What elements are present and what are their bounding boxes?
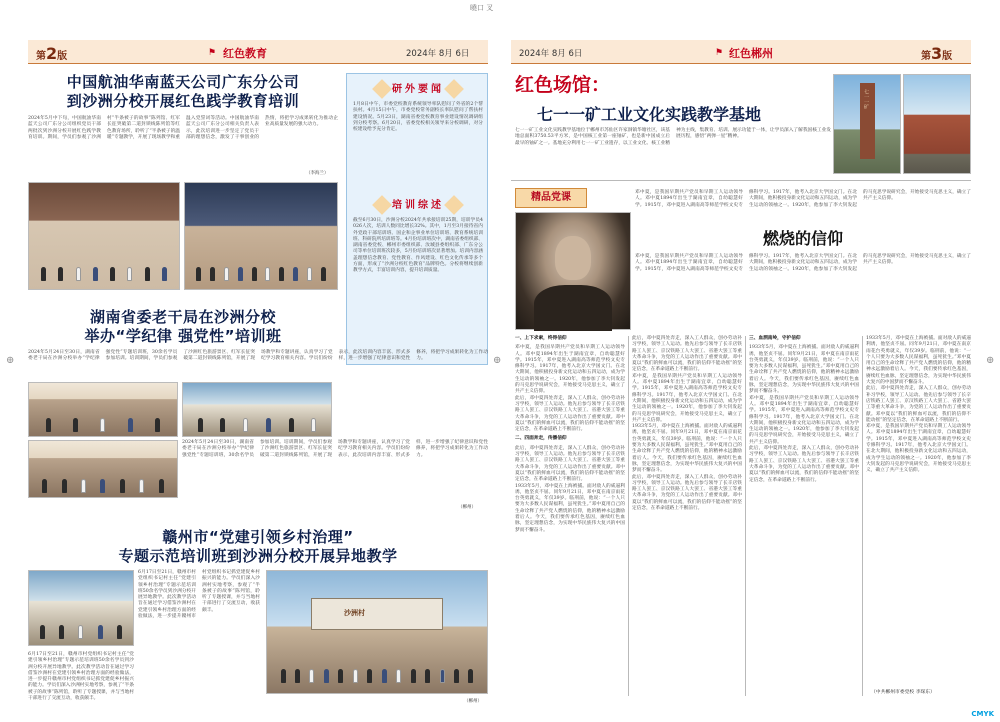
column-divider — [745, 336, 746, 696]
article-body-continued: 2024年5月24日至30日，湖南省委老干局在沙洲分校举办“学纪律 强党性”专题培训班，30余名学员参加培训。培训期间，学员们参观了沙洲红色旅游景区、红军长征突破第二道封锁线陈列馆，开展了现场教学和专题讲座，认真学习了党纪学习教育相关内容。学员们纷纷表示，此次培训内容丰富、形式多样，进一步增强了纪律意识和党性修养，将把学习成果转化为工作动力。 — [182, 440, 488, 458]
photo-lecture — [28, 382, 178, 437]
gate-sign: 沙洲村 — [344, 607, 365, 617]
article-body: 2024年5月24日至30日，湖南省委老干局在沙洲分校举办“学纪律 强党性”专题培训班，30余名学员参加培训。培训期间，学员们参观了沙洲红色旅游景区、红军长征突破第二道封锁线陈列馆，开展了现场教学和专题讲座，认真学习了党纪学习教育相关内容。学员们纷纷表示，此次培训内容丰富、形式多样，进一步增强了纪律意识和党性修养，将把学习成果转化为工作动力。 — [28, 350, 488, 362]
article-title: 中国航油华南蓝天公司广东分公司 到沙洲分校开展红色践学教育培训 — [66, 73, 300, 110]
article-author: （郴州） — [458, 505, 476, 510]
registration-mark-icon: ⊕ — [6, 355, 15, 366]
article-author: （郴州） — [464, 699, 482, 704]
page-header-left — [28, 40, 488, 64]
column-badge: 精品党课 — [515, 188, 587, 208]
column-title: 燃烧的信仰 — [763, 229, 844, 248]
page-left — [28, 40, 488, 716]
gate-structure — [311, 598, 443, 630]
photo-people — [276, 654, 478, 683]
article-body: 2024年5月中下旬，中国航油华南蓝天公司广东分公司组织党员干部两批次到沙洲分校开展红色践学教育培训。期间，学员们参观了沙洲村“半条被子的故事”陈列馆、红军长征突破第二道封锁线陈列馆等红色教育场所，聆听了“半条被子的温暖”专题教学，开展了现场教学和重温入党誓词等活动。中国航油华南蓝天公司广东分公司相关负责人表示，此次培训进一步坚定了党员干部的理想信念，激发了干事创业的热情，将把学习成果转化为推动企业高质量发展的强大动力。 — [28, 116, 338, 140]
flag-icon: ⚑ — [715, 48, 724, 58]
column-body-col3: 三、血洒南岭，守护信仰 1933年5月，邓中夏在上海被捕。面对敌人的威逼利诱，他坚贞不屈。同年9月21日，邓中夏在南京雨花台英勇就义，年仅39岁。临刑前，他说：“一个人只要为大多数人民谋福利，虽死犹生。”邓中夏用自己的生命诠释了共产党人燃烧的信仰，他的精神永远激励着后人。今天，我们要传承红色基因，赓续红色血脉，坚定理想信念，为实现中华民族伟大复兴的中国梦而不懈奋斗。 邓中夏，是我国早期共产党员和早期工人运动领导人。邓中夏1894年出生于湖南宜章，自幼聪慧好学。1915年，邓中夏进入湖南高等师范学校文史专修科学习。1917年，他考入北京大学国文门。在北大期间，他积极投身新文化运动和五四运动，成为学生运动的领袖之一。1920年，他参加了李大钊发起的马克思学说研究会，开始接受马克思主义，确立了共产主义信仰。 此后，邓中夏四处奔走，深入工人群众，创办劳动补习学校，领导工人运动。他先后参与领导了长辛店铁路工人罢工、京汉铁路工人大罢工、省港大罢工等重大革命斗争，为党的工人运动作出了重要贡献。邓中夏以“我们的鲜血可以流，我们的信仰不能动摇”的坚定信念，在革命道路上不断前行。 — [749, 336, 859, 483]
issue-date: 2024年 8月 6日 — [406, 49, 470, 59]
feature-kicker: 红色场馆： — [515, 74, 611, 96]
flag-icon: ⚑ — [208, 48, 217, 58]
column-divider — [862, 336, 863, 696]
photo-group-hall — [184, 182, 338, 290]
portrait-face — [555, 236, 591, 280]
sidebar-title: 研外要闻 — [347, 80, 489, 96]
photo-exhibition-visit — [28, 182, 180, 290]
page-number: 第3版 — [921, 44, 953, 63]
sidebar-title: 培训综述 — [347, 196, 489, 212]
photo-classroom — [28, 440, 178, 498]
column-divider — [628, 336, 629, 696]
photo-people — [35, 480, 171, 492]
photo-people — [191, 257, 331, 280]
section-name: 红色郴州 — [729, 47, 773, 60]
column-author: （中共郴州市委党校 李琛东） — [871, 690, 935, 695]
feature-body: 七一一矿工业文化实践教学基地位于郴州市苏仙区许家洞镇华塘社区，该基地总面积3750.53平方米，是中国核工业第一座铀矿，也是新中国成立后最早的铀矿之一。基地充分利用七一一矿工业遗存，以工业文化、核工业精神为主线，集教育、培训、展示功能于一体，让学员深入了解我国核工业发展历程，感悟“两弹一星”精神。 — [515, 128, 831, 146]
photo-group-shazhou-gate — [266, 570, 488, 694]
column-body-top: 邓中夏，是我国早期共产党员和早期工人运动领导人。邓中夏1894年出生于湖南宜章，自幼聪慧好学。1915年，邓中夏进入湖南高等师范学校文史专修科学习。1917年，他考入北京大学国文门。在北大期间，他积极投身新文化运动和五四运动，成为学生运动的领袖之一。1920年，他参加了李大钊发起的马克思学说研究会，开始接受马克思主义，确立了共产主义信仰。 — [635, 254, 971, 272]
article-title: 赣州市“党建引领乡村治理” 专题示范培训班到沙洲分校开展异地教学 — [118, 528, 398, 565]
page-header-right — [511, 40, 971, 64]
photo-building — [903, 74, 971, 174]
page-right — [511, 40, 971, 716]
news-sidebar — [346, 73, 488, 365]
cmyk-mark: CMYK — [971, 710, 994, 718]
photo-people — [35, 257, 173, 280]
photo-people — [33, 623, 129, 639]
divider — [511, 180, 971, 181]
column-body-col4: 1933年5月，邓中夏在上海被捕。面对敌人的威逼利诱，他坚贞不屈。同年9月21日，邓中夏在南京雨花台英勇就义，年仅39岁。临刑前，他说：“一个人只要为大多数人民谋福利，虽死犹生。”邓中夏用自己的生命诠释了共产党人燃烧的信仰，他的精神永远激励着后人。今天，我们要传承红色基因，赓续红色血脉，坚定理想信念，为实现中华民族伟大复兴的中国梦而不懈奋斗。 此后，邓中夏四处奔走，深入工人群众，创办劳动补习学校，领导工人运动。他先后参与领导了长辛店铁路工人罢工、京汉铁路工人大罢工、省港大罢工等重大革命斗争，为党的工人运动作出了重要贡献。邓中夏以“我们的鲜血可以流，我们的信仰不能动摇”的坚定信念，在革命道路上不断前行。 邓中夏，是我国早期共产党员和早期工人运动领导人。邓中夏1894年出生于湖南宜章，自幼聪慧好学。1915年，邓中夏进入湖南高等师范学校文史专修科学习。1917年，他考入北京大学国文门。在北大期间，他积极投身新文化运动和五四运动，成为学生运动的领袖之一。1920年，他参加了李大钊发起的马克思学说研究会，开始接受马克思主义，确立了共产主义信仰。 — [866, 336, 971, 474]
photo-people — [189, 420, 325, 432]
column-intro: 邓中夏，是我国早期共产党员和早期工人运动领导人。邓中夏1894年出生于湖南宜章，自幼聪慧好学。1915年，邓中夏进入湖南高等师范学校文史专修科学习。1917年，他考入北京大学国文门。在北大期间，他积极投身新文化运动和五四运动，成为学生运动的领袖之一。1920年，他参加了李大钊发起的马克思学说研究会，开始接受马克思主义，确立了共产主义信仰。 — [635, 190, 971, 208]
article-author: （李海兰） — [306, 171, 329, 176]
sidebar-body: 1月8日中午，市委党校教育系统领导率队慰问了外省的2个帮扶村。4月15日中午，市委党校常务副校长率队慰问了帮扶村建设情况。5月23日，湖南省委党校教育事业建设情况调研组到分校考察。6月20日，省委党校相关领导来分校调研，对分校建设给予充分肯定。 — [353, 102, 483, 133]
section-name: 红色教育 — [223, 47, 267, 60]
article-title: 湖南省委老干局在沙洲分校 举办“学纪律 强党性”培训班 — [84, 308, 282, 345]
sidebar-body: 截至6月30日，沙洲分校2024年共承接培训25期，培训学员4026人次，培训人数同比增长32%。其中，1月至3月接待省内外党政干部培训班、国企和企事业单位培训班、教育系统培训班、科研院所培训班等。4月份培训班次中，湖南省委组织部、湖南省委党校、郴州市委组织部、汝城县委组织部、广东分公司等单位培训班次较多，5月份培训班次显著增加。培训内容涵盖理想信念教育、党性教育、作风建设、红色文化传承等多个方面，形成了“沙洲分校红色教育”品牌特色。分校将继续创新教学方式，丰富培训内容，提升培训质量。 — [353, 218, 483, 274]
photo-monument — [833, 74, 901, 174]
printer-marks: 曉口 叉 — [470, 4, 494, 12]
article-body-continued: 6月17日至21日，赣州市村党组织书记村主任“党建引领乡村治理”专题示范培训班50余名学员到沙洲分校开展异地教学。此次教学活动旨在通过学习借鉴沙洲村在党建引领乡村治理方面的经验做法，进一步提升赣州市村党组织书记抓党建促乡村振兴的能力。学员们深入沙洲村实地考察，参观了“半条被子的故事”陈列馆，聆听了专题授课，并与当地村干部进行了交流互动，收获颇丰。 — [28, 652, 134, 702]
photo-people — [35, 420, 171, 432]
monument-text: 七一一矿 — [863, 88, 870, 109]
portrait-body — [534, 285, 612, 331]
article-body: 6月17日至21日，赣州市村党组织书记村主任“党建引领乡村治理”专题示范培训班50余名学员到沙洲分校开展异地教学。此次教学活动旨在通过学习借鉴沙洲村在党建引领乡村治理方面的经验做法，进一步提升赣州市村党组织书记抓党建促乡村振兴的能力。学员们深入沙洲村实地考察，参观了“半条被子的故事”陈列馆，聆听了专题授课，并与当地村干部进行了交流互动，收获颇丰。 — [138, 570, 260, 620]
page-number: 第2版 — [36, 44, 68, 63]
photo-participants — [28, 570, 134, 646]
photo-field-visit — [182, 382, 332, 437]
photo-portrait-deng-zhongxia — [515, 212, 631, 330]
registration-mark-icon: ⊕ — [986, 355, 995, 366]
feature-title: 七一一矿工业文化实践教学基地 — [537, 105, 762, 124]
column-body-col2: 此后，邓中夏四处奔走，深入工人群众，创办劳动补习学校，领导工人运动。他先后参与领导了长辛店铁路工人罢工、京汉铁路工人大罢工、省港大罢工等重大革命斗争，为党的工人运动作出了重要贡献。邓中夏以“我们的鲜血可以流，我们的信仰不能动摇”的坚定信念，在革命道路上不断前行。 邓中夏，是我国早期共产党员和早期工人运动领导人。邓中夏1894年出生于湖南宜章，自幼聪慧好学。1915年，邓中夏进入湖南高等师范学校文史专修科学习。1917年，他考入北京大学国文门。在北大期间，他积极投身新文化运动和五四运动，成为学生运动的领袖之一。1920年，他参加了李大钊发起的马克思学说研究会，开始接受马克思主义，确立了共产主义信仰。 1933年5月，邓中夏在上海被捕。面对敌人的威逼利诱，他坚贞不屈。同年9月21日，邓中夏在南京雨花台英勇就义，年仅39岁。临刑前，他说：“一个人只要为大多数人民谋福利，虽死犹生。”邓中夏用自己的生命诠释了共产党人燃烧的信仰，他的精神永远激励着后人。今天，我们要传承红色基因，赓续红色血脉，坚定理想信念，为实现中华民族伟大复兴的中国梦而不懈奋斗。 此后，邓中夏四处奔走，深入工人群众，创办劳动补习学校，领导工人运动。他先后参与领导了长辛店铁路工人罢工、京汉铁路工人大罢工、省港大罢工等重大革命斗争，为党的工人运动作出了重要贡献。邓中夏以“我们的鲜血可以流，我们的信仰不能动摇”的坚定信念，在革命道路上不断前行。 — [632, 336, 742, 512]
registration-mark-icon: ⊕ — [493, 355, 502, 366]
column-body-col1: 一、上下求索，终得信仰 邓中夏，是我国早期共产党员和早期工人运动领导人。邓中夏1894年出生于湖南宜章，自幼聪慧好学。1915年，邓中夏进入湖南高等师范学校文史专修科学习。1917年，他考入北京大学国文门。在北大期间，他积极投身新文化运动和五四运动，成为学生运动的领袖之一。1920年，他参加了李大钊发起的马克思学说研究会，开始接受马克思主义，确立了共产主义信仰。 此后，邓中夏四处奔走，深入工人群众，创办劳动补习学校，领导工人运动。他先后参与领导了长辛店铁路工人罢工、京汉铁路工人大罢工、省港大罢工等重大革命斗争，为党的工人运动作出了重要贡献。邓中夏以“我们的鲜血可以流，我们的信仰不能动摇”的坚定信念，在革命道路上不断前行。 二、四面奔走，传播信仰 此后，邓中夏四处奔走，深入工人群众，创办劳动补习学校，领导工人运动。他先后参与领导了长辛店铁路工人罢工、京汉铁路工人大罢工、省港大罢工等重大革命斗争，为党的工人运动作出了重要贡献。邓中夏以“我们的鲜血可以流，我们的信仰不能动摇”的坚定信念，在革命道路上不断前行。 1933年5月，邓中夏在上海被捕。面对敌人的威逼利诱，他坚贞不屈。同年9月21日，邓中夏在南京雨花台英勇就义，年仅39岁。临刑前，他说：“一个人只要为大多数人民谋福利，虽死犹生。”邓中夏用自己的生命诠释了共产党人燃烧的信仰，他的精神永远激励着后人。今天，我们要传承红色基因，赓续红色血脉，坚定理想信念，为实现中华民族伟大复兴的中国梦而不懈奋斗。 — [515, 336, 625, 533]
issue-date: 2024年 8月 6日 — [519, 49, 583, 59]
